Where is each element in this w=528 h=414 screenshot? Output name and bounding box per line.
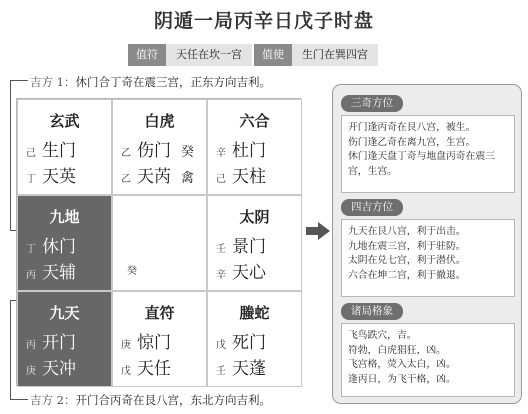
section-line: 九地在震三宫，利于驻防。	[348, 240, 466, 252]
chart-badges	[128, 44, 380, 66]
section-line: 符勃，白虎猖狂，凶。	[348, 344, 446, 356]
earth-stem: 丙	[26, 340, 36, 351]
auspicious-direction-note-2	[30, 392, 271, 408]
palace-north	[112, 99, 207, 195]
door-label: 休门	[42, 237, 76, 257]
note-2-connector-bottom	[10, 399, 28, 400]
deity-label: 六合	[239, 112, 270, 130]
door-label: 死门	[232, 333, 266, 353]
section-body-patterns	[341, 323, 515, 397]
star-label: 天冲	[42, 359, 76, 379]
zhishi-value: 生门在巽四宫	[292, 44, 378, 66]
auspicious-direction-note-1	[30, 74, 271, 90]
door-label: 开门	[42, 333, 76, 353]
section-line: 宫，生宫。	[348, 165, 397, 177]
star-label: 天柱	[232, 167, 266, 187]
note-1-text: 休门合丁奇在震三宫，正东方向吉利。	[75, 75, 271, 89]
door-label: 景门	[232, 237, 266, 257]
section-title-patterns: 诸局格象	[341, 303, 403, 320]
palace-northeast	[207, 99, 302, 195]
section-title-three-wonders: 三奇方位	[341, 95, 403, 112]
palace-southwest	[17, 291, 112, 387]
heaven-stem: 丁	[26, 174, 36, 185]
section-line: 飞宫格，荧入太白，凶。	[348, 359, 456, 371]
star-label: 天蓬	[232, 359, 266, 379]
note-2-text: 开门合丙奇在艮八宫，东北方向吉利。	[75, 393, 271, 407]
door-label: 惊门	[137, 333, 171, 353]
earth-stem: 壬	[216, 244, 226, 255]
star-label: 天心	[232, 263, 266, 283]
heaven-stem: 戊	[121, 366, 131, 377]
heaven-stem: 乙	[121, 174, 131, 185]
star-label: 天芮	[137, 167, 171, 187]
deity-label: 螣蛇	[239, 304, 270, 322]
arrow-right-icon	[306, 222, 330, 240]
star-label: 天任	[137, 359, 171, 379]
earth-stem: 戊	[216, 340, 226, 351]
palace-center	[112, 195, 207, 291]
note-1-connector-vertical	[10, 80, 11, 230]
deity-label: 九天	[49, 304, 80, 322]
earth-stem: 乙	[121, 148, 131, 159]
palace-southeast	[207, 291, 302, 387]
earth-stem: 丁	[26, 244, 36, 255]
heaven-stem: 庚	[26, 366, 36, 377]
zhifu-label: 值符	[128, 44, 166, 66]
nine-palace-grid	[16, 98, 301, 386]
palace-south	[112, 291, 207, 387]
section-line: 六合在坤二宫，利于撤退。	[348, 269, 466, 281]
deity-label: 直符	[144, 304, 175, 322]
extra-mark: 禽	[181, 171, 195, 186]
door-label: 生门	[42, 141, 76, 161]
section-title-four-auspicious: 四吉方位	[341, 199, 403, 216]
section-line: 九天在艮八宫，利于出击。	[348, 226, 466, 237]
palace-west	[17, 195, 112, 291]
deity-label: 太阴	[239, 208, 270, 226]
note-2-tag: 吉方 2：	[30, 393, 76, 407]
palace-northwest	[17, 99, 112, 195]
section-line: 伤门逢乙奇在离九宫，生宫。	[348, 136, 476, 148]
page-title: 阴遁一局丙辛日戊子时盘	[153, 10, 374, 32]
star-label: 天英	[42, 167, 76, 187]
section-line: 休门逢天盘丁奇与地盘丙奇在震三	[348, 151, 495, 163]
note-1-connector	[10, 80, 28, 81]
deity-label: 白虎	[144, 112, 175, 130]
palace-east	[207, 195, 302, 291]
section-body-four-auspicious	[341, 219, 515, 297]
heaven-stem: 己	[216, 174, 226, 185]
earth-stem: 己	[26, 148, 36, 159]
center-stem: 癸	[127, 266, 137, 277]
note-1-tag: 吉方 1：	[30, 75, 76, 89]
heaven-stem: 丙	[26, 270, 36, 281]
earth-stem: 庚	[121, 340, 131, 351]
zhifu-value: 天任在坎一宫	[166, 44, 252, 66]
door-label: 伤门	[137, 141, 171, 161]
star-label: 天辅	[42, 263, 76, 283]
heaven-stem: 辛	[216, 270, 226, 281]
zhishi-label: 值使	[254, 44, 292, 66]
section-line: 逢丙日，为飞干格，凶。	[348, 373, 456, 385]
earth-stem: 辛	[216, 148, 226, 159]
deity-label: 玄武	[49, 112, 80, 130]
deity-label: 九地	[49, 208, 80, 226]
heaven-stem: 壬	[216, 366, 226, 377]
door-label: 杜门	[232, 141, 266, 161]
extra-mark: 癸	[181, 145, 195, 160]
section-line: 飞鸟跌穴，吉。	[348, 330, 417, 341]
analysis-panel	[332, 84, 522, 404]
section-line: 太阴在兑七宫，利于潜伏。	[348, 255, 466, 267]
note-2-connector	[10, 300, 11, 399]
section-body-three-wonders	[341, 115, 515, 193]
section-line: 开门逢丙奇在艮八宫，被生。	[348, 122, 476, 133]
